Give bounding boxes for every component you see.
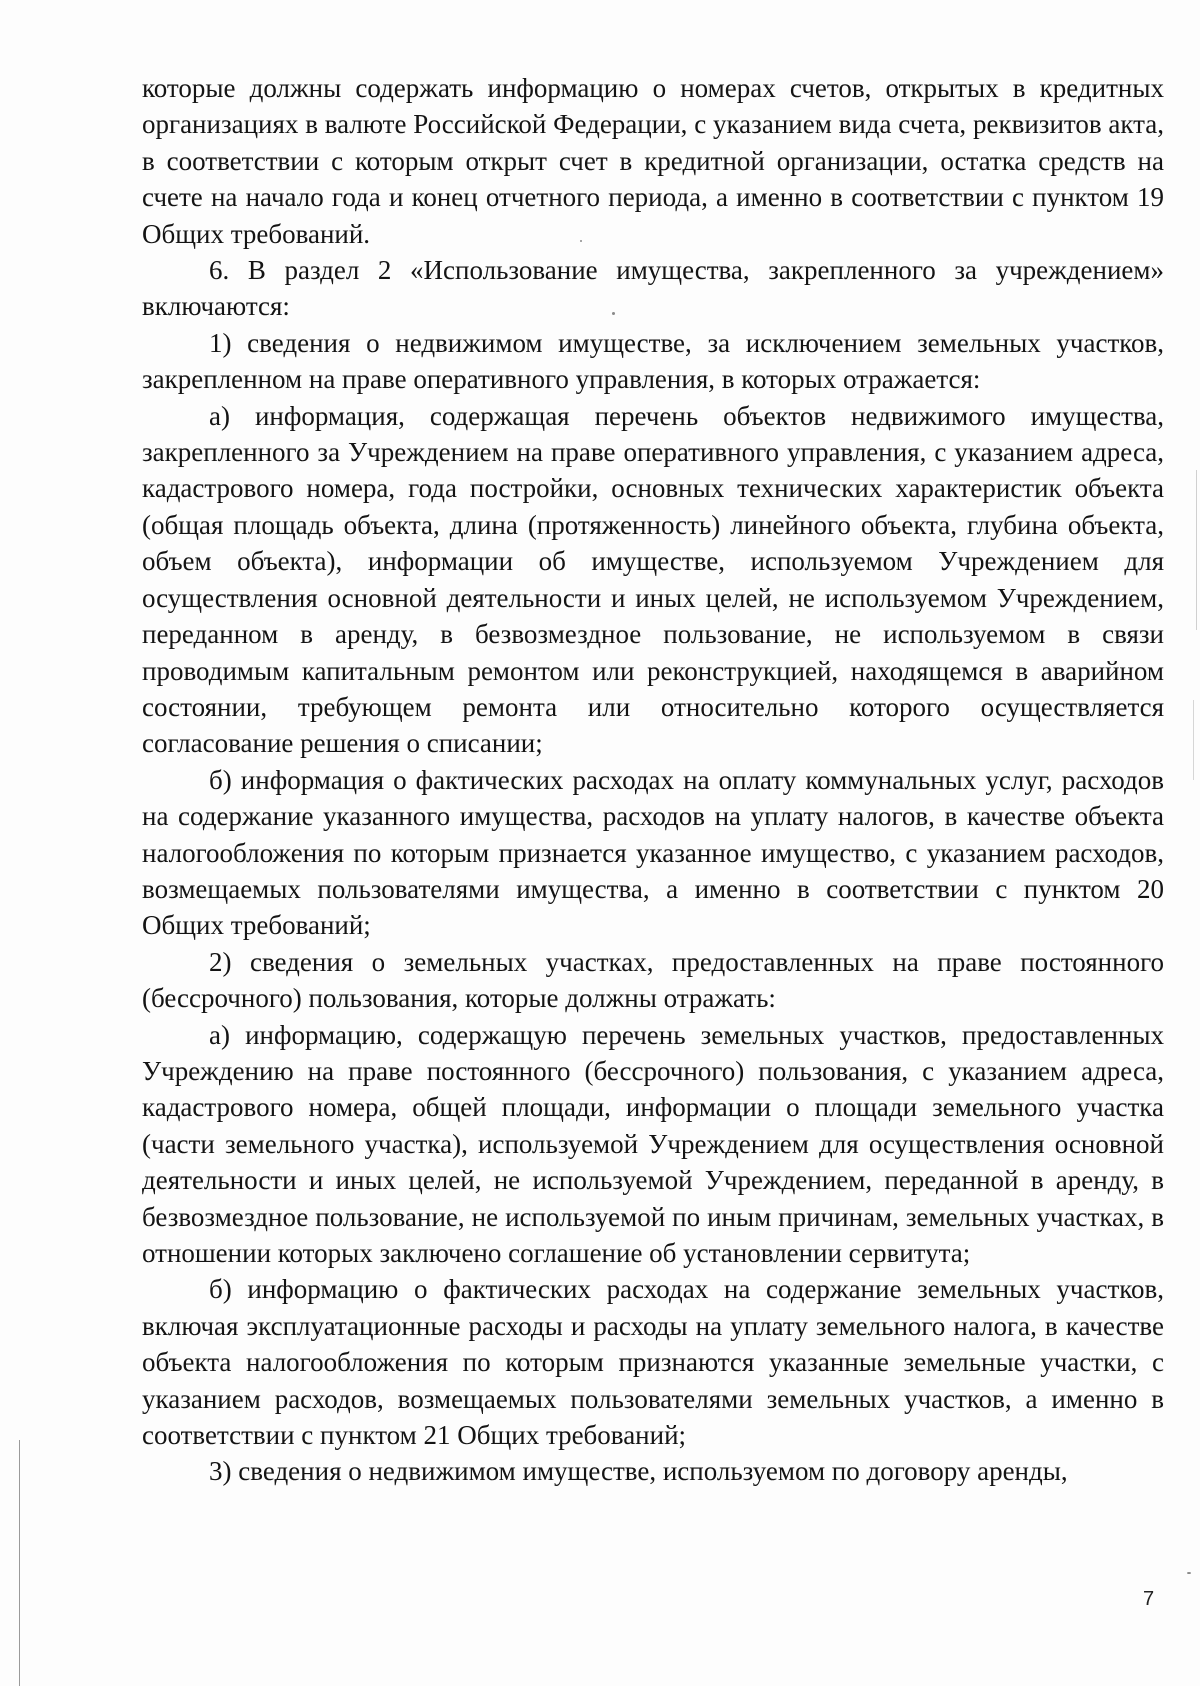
scan-edge-line-left	[19, 1440, 20, 1686]
paragraph-item-1a: а) информация, содержащая перечень объектов недвижимого имущества, закрепленного за Учреждением на праве оперативного управления, с указанием адреса, кадастрового номера, года постройки, основных технических характеристик объекта (общая площадь объекта, длина (протяженность) линейного объекта, глубина объекта, объем объекта), информации об имуществе, используемом Учреждением для осуществления основной деятельности и иных целей, не используемом Учреждением, переданном в аренду, в безвозмездное пользование, не используемом в связи проводимым капитальным ремонтом или реконструкцией, находящемся в аварийном состоянии, требующем ремонта или относительно которого осуществляется согласование решения о списании;	[142, 400, 1164, 759]
paragraph-item-3: 3) сведения о недвижимом имуществе, используемом по договору аренды,	[209, 1456, 1068, 1487]
scan-edge-line-right-upper	[1196, 470, 1197, 630]
scan-edge-line-right-lower	[1193, 700, 1194, 780]
scan-speck	[1187, 1572, 1191, 1574]
paragraph-item-2a: а) информацию, содержащую перечень земельных участков, предоставленных Учреждению на праве постоянного (бессрочного) пользования, с указанием адреса, кадастрового номера, общей площади, информации о площади земельного участка (части земельного участка), используемой Учреждением для осуществления основной деятельности и иных целей, не используемой Учреждением, переданной в аренду, в безвозмездное пользование, не используемой по иным причинам, земельных участках, в отношении которых заключено соглашение об установлении сервитута;	[142, 1019, 1164, 1268]
scan-speck	[580, 240, 582, 242]
page-number: 7	[1143, 1588, 1155, 1610]
paragraph-section-6: 6. В раздел 2 «Использование имущества, закрепленного за учреждением» включаются:	[142, 255, 1164, 322]
scan-speck	[612, 312, 615, 315]
document-body	[142, 70, 1164, 1490]
paragraph-continuation: которые должны содержать информацию о номерах счетов, открытых в кредитных организациях в валюте Российской Федерации, с указанием вида счета, реквизитов акта, в соответствии с которым открыт счет в кредитной организации, остатка средств на счете на начало года и конец отчетного периода, а именно в соответствии с пунктом 19 Общих требований.	[142, 73, 1164, 249]
paragraph-item-1b: б) информация о фактических расходах на оплату коммунальных услуг, расходов на содержание указанного имущества, расходов на уплату налогов, в качестве объекта налогообложения по которым признается указанное имущество, с указанием расходов, возмещаемых пользователями имущества, а именно в соответствии с пунктом 20 Общих требований;	[142, 764, 1164, 941]
paragraph-item-2b: б) информацию о фактических расходах на содержание земельных участков, включая эксплуатационные расходы и расходы на уплату земельного налога, в качестве объекта налогообложения по которым признаются указанные земельные участки, с указанием расходов, возмещаемых пользователями земельных участков, а именно в соответствии с пунктом 21 Общих требований;	[142, 1274, 1164, 1451]
paragraph-item-1: 1) сведения о недвижимом имуществе, за исключением земельных участков, закрепленном на праве оперативного управления, в которых отражается:	[142, 327, 1164, 395]
paragraph-item-2: 2) сведения о земельных участках, предоставленных на праве постоянного (бессрочного) пользования, которые должны отражать:	[142, 946, 1164, 1014]
